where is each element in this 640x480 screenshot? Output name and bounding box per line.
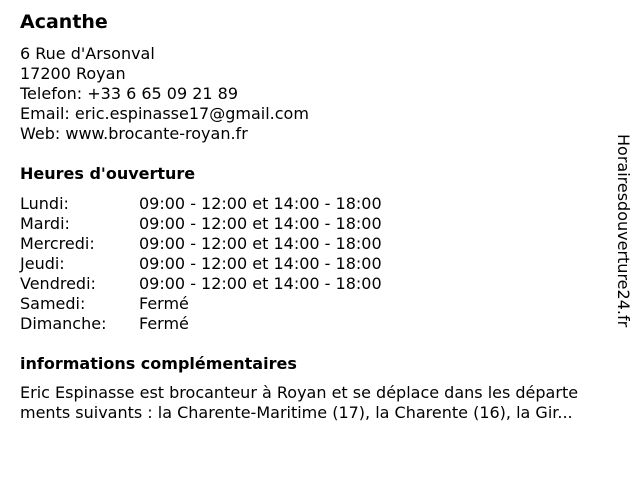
time-value: 09:00 - 12:00 et 14:00 - 18:00	[139, 194, 382, 213]
time-value: 09:00 - 12:00 et 14:00 - 18:00	[139, 234, 382, 253]
day-label: Vendredi:	[20, 274, 96, 293]
day-label: Jeudi:	[20, 254, 65, 273]
day-label: Dimanche:	[20, 314, 107, 333]
time-value: Fermé	[139, 314, 189, 333]
contact-block	[20, 44, 309, 144]
day-label: Mercredi:	[20, 234, 95, 253]
info-text-line: Eric Espinasse est brocanteur à Royan et se déplace dans les départe	[20, 383, 579, 402]
business-name: Acanthe	[20, 11, 108, 33]
additional-info-text	[20, 383, 632, 423]
info-text-line: ments suivants : la Charente-Maritime (17), la Charente (16), la Gir...	[20, 403, 573, 422]
phone-line: Telefon: +33 6 65 09 21 89	[20, 84, 239, 103]
time-value: Fermé	[139, 294, 189, 313]
address-city: 17200 Royan	[20, 64, 126, 83]
website-line: Web: www.brocante-royan.fr	[20, 124, 248, 143]
address-street: 6 Rue d'Arsonval	[20, 44, 155, 63]
time-value: 09:00 - 12:00 et 14:00 - 18:00	[139, 254, 382, 273]
time-value: 09:00 - 12:00 et 14:00 - 18:00	[139, 214, 382, 233]
email-line: Email: eric.espinasse17@gmail.com	[20, 104, 309, 123]
day-label: Samedi:	[20, 294, 86, 313]
site-brand-vertical: Horairesdouverture24.fr	[614, 134, 633, 328]
additional-info-heading: informations complémentaires	[20, 354, 297, 373]
time-value: 09:00 - 12:00 et 14:00 - 18:00	[139, 274, 382, 293]
opening-hours-heading: Heures d'ouverture	[20, 164, 196, 183]
day-label: Lundi:	[20, 194, 69, 213]
day-label: Mardi:	[20, 214, 70, 233]
